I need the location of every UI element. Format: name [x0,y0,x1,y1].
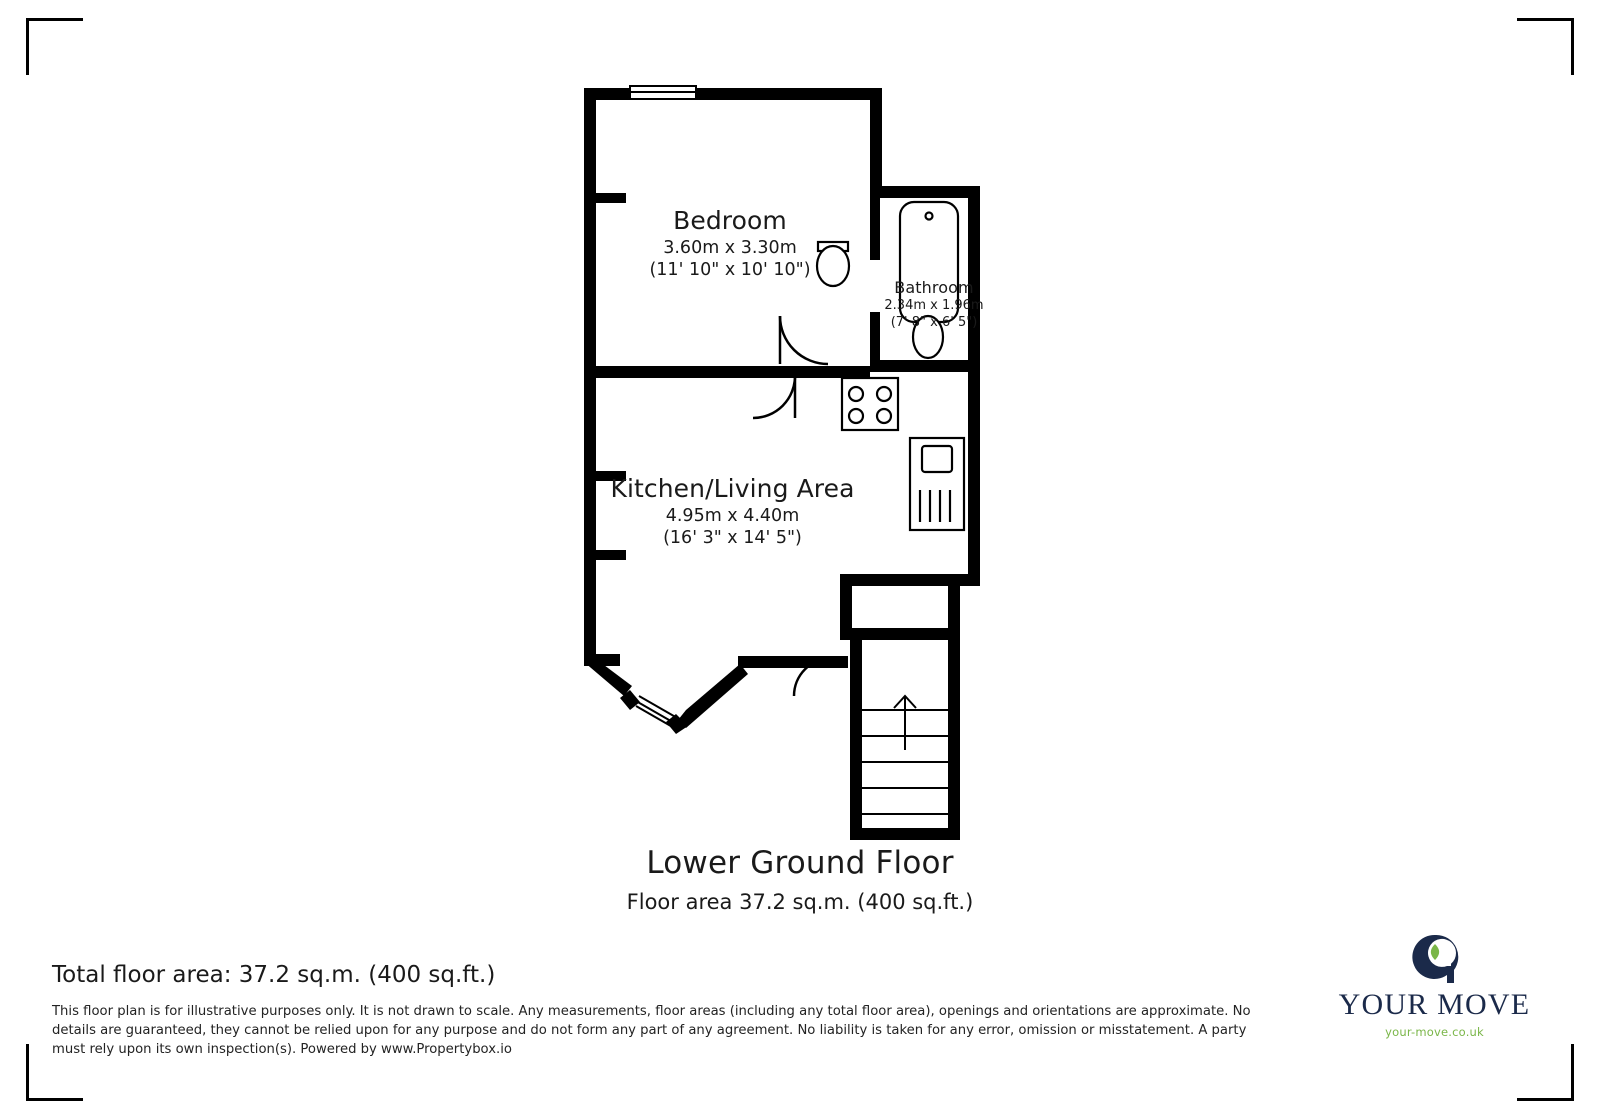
your-move-logo-icon [1407,932,1463,986]
room-dimensions-imperial: (11' 10" x 10' 10") [649,260,811,281]
crop-mark-bottom-right [1517,1044,1574,1101]
washbasin-icon [913,316,943,358]
room-dimensions-metric: 3.60m x 3.30m [663,238,797,258]
crop-mark-top-left [26,18,83,75]
bath-icon [900,202,958,322]
hob-icon [842,378,898,430]
window-icon [630,86,696,99]
brand-logo [1327,932,1542,1039]
total-floor-area: Total floor area: 37.2 sq.m. (400 sq.ft.) [52,962,496,988]
room-name: Kitchen/Living Area [610,474,855,503]
floor-plan-drawing [480,50,1120,840]
room-name: Bedroom [673,206,787,235]
logo-name: YOUR MOVE [1338,988,1531,1021]
floor-title: Lower Ground Floor [646,845,954,881]
floor-title-block [0,845,1600,914]
room-dimensions-metric: 2.34m x 1.96m [884,298,984,314]
logo-url: your-move.co.uk [1385,1025,1484,1039]
disclaimer-text: This floor plan is for illustrative purposes only. It is not drawn to scale. Any measurements, floor areas (including any total floor area), openings and orientations are approximate. No details are guaranteed, they cannot be relied upon for any purpose and do not form any part of any agreement. No liability is taken for any error, omission or misstatement. A party must rely upon its own inspection(s). Powered by www.Propertybox.io [52,1004,1251,1058]
room-dimensions-metric: 4.95m x 4.40m [665,506,800,526]
floor-area: Floor area 37.2 sq.m. (400 sq.ft.) [626,890,974,914]
room-name: Bathroom [894,278,974,297]
crop-mark-top-right [1517,18,1574,75]
toilet-icon [817,242,849,286]
sink-icon [910,438,964,530]
staircase-icon [862,696,948,814]
room-dimensions-imperial: (7' 8" x 6' 5") [890,315,978,331]
room-dimensions-imperial: (16' 3" x 14' 5") [663,528,802,549]
